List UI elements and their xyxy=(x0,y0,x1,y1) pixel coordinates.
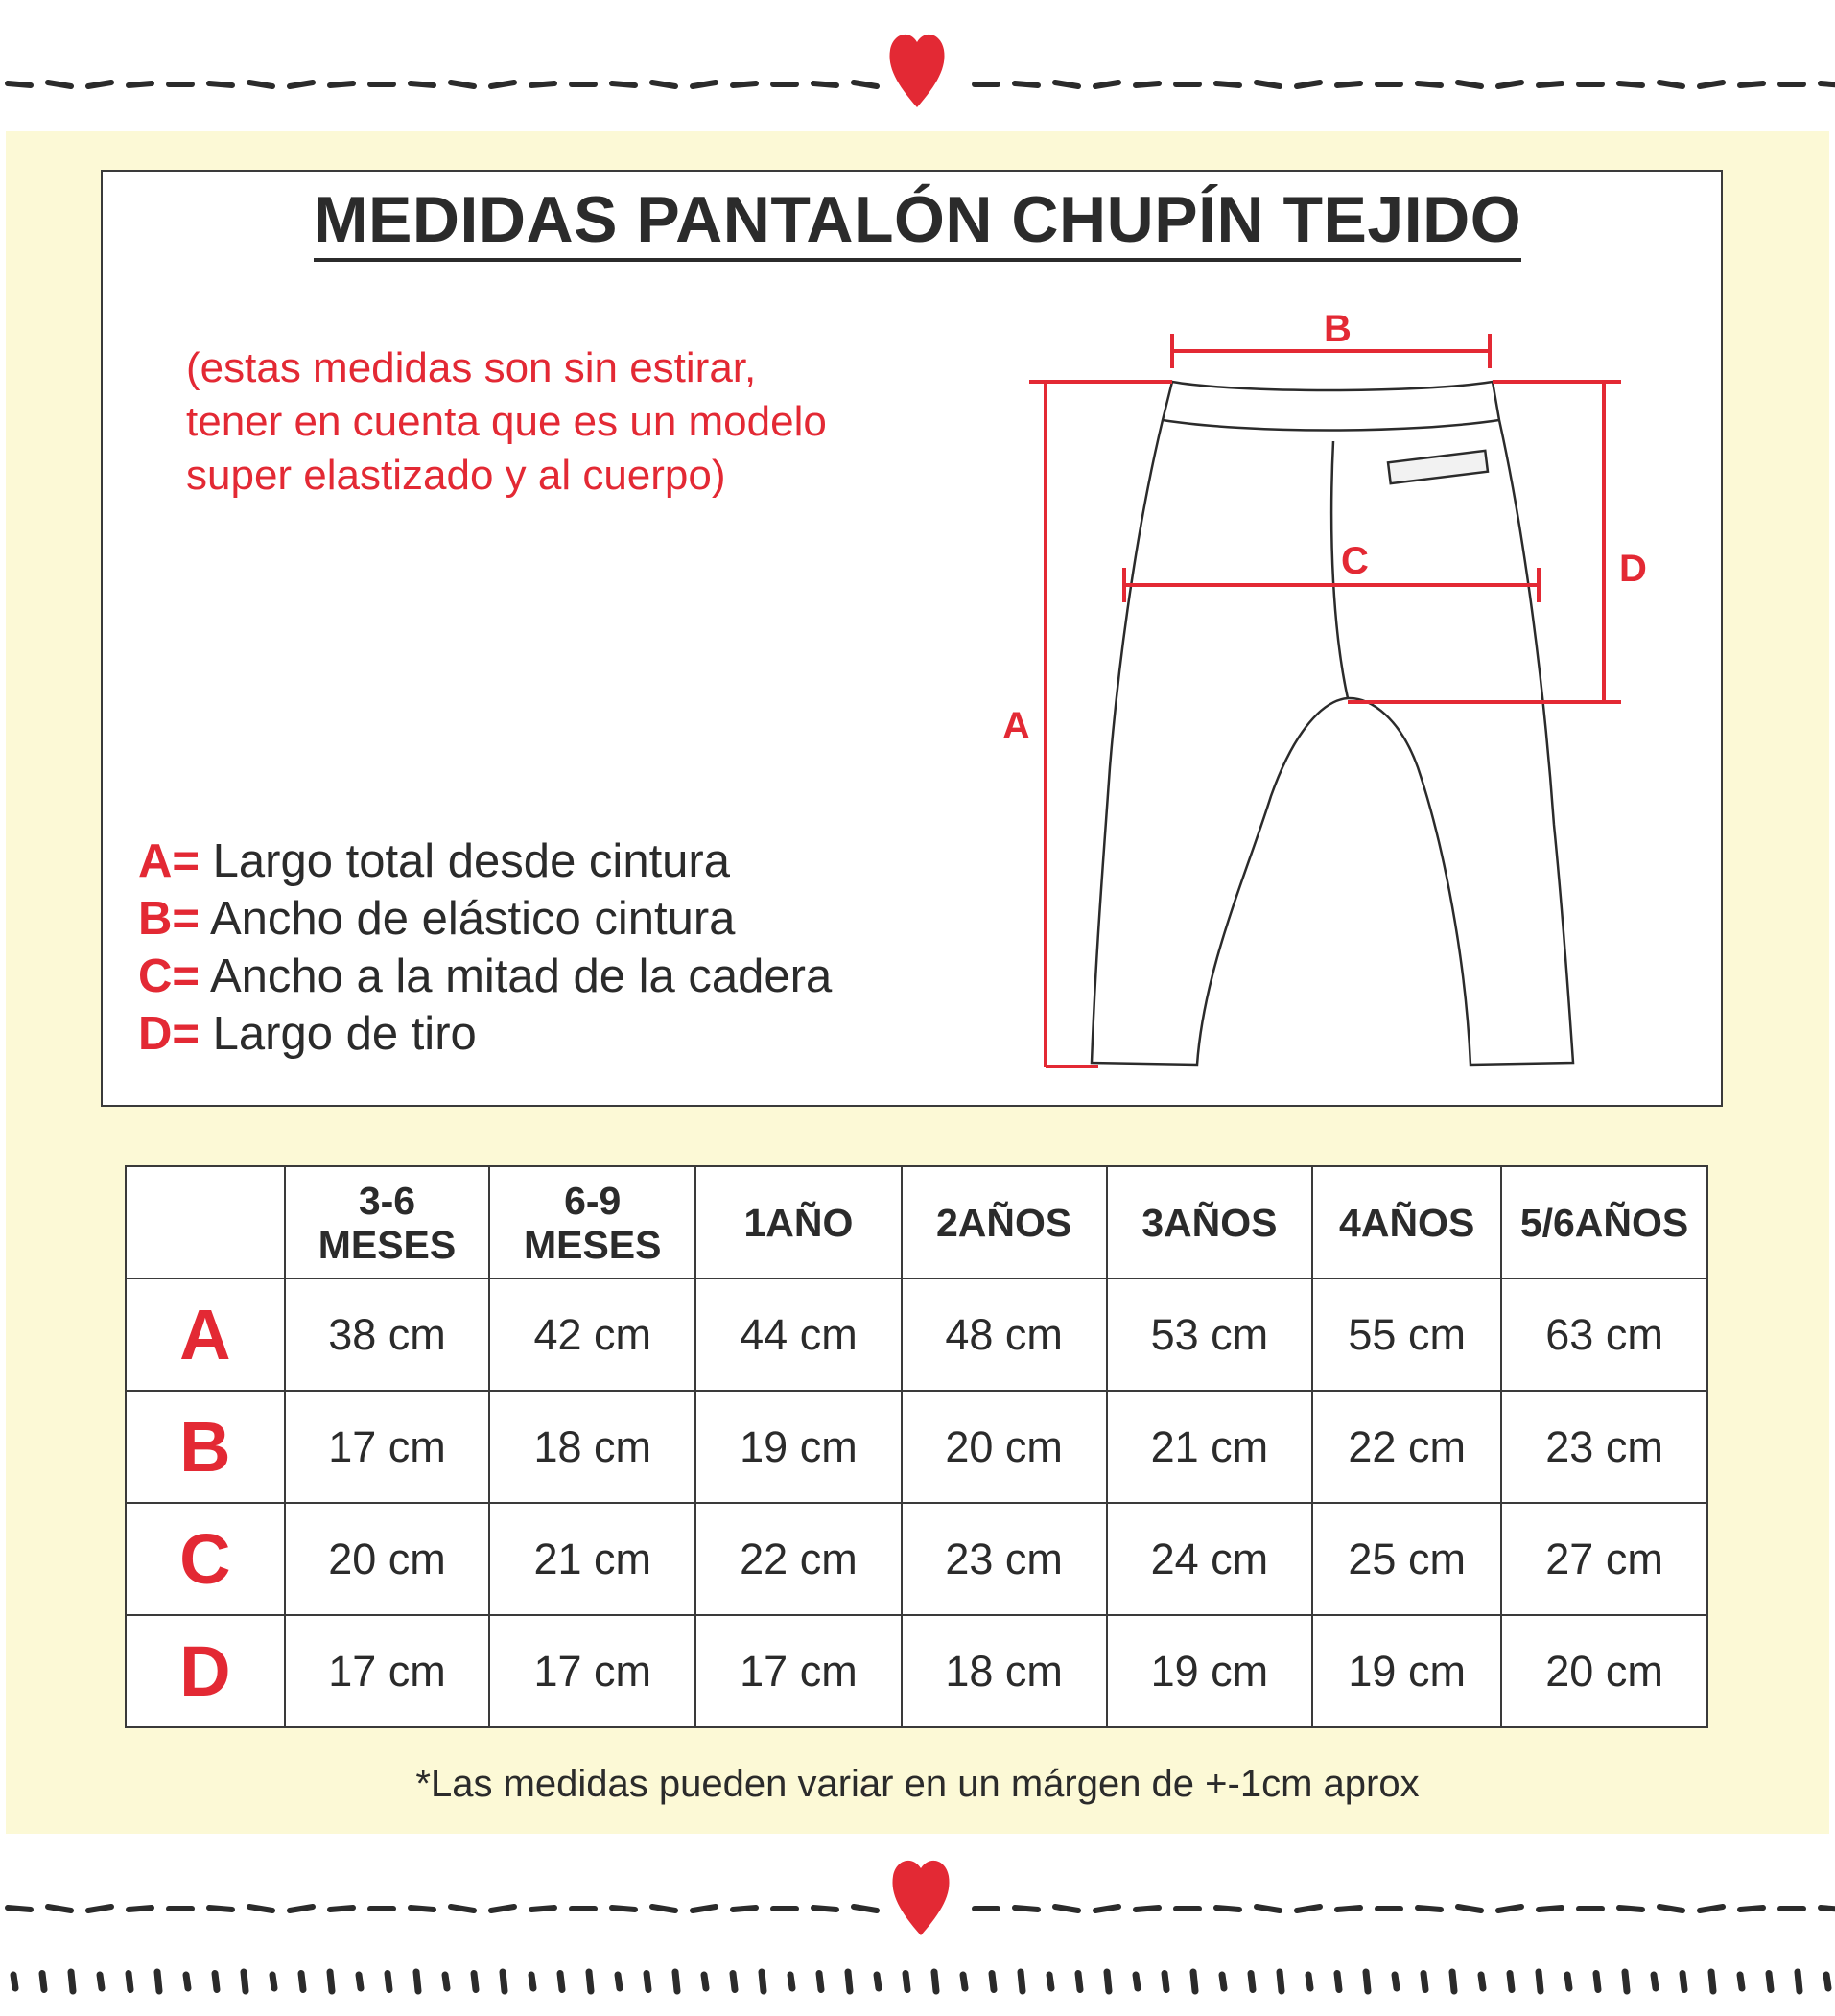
table-cell: 19 cm xyxy=(1312,1615,1501,1727)
dash-mark xyxy=(612,1908,635,1910)
legend-text: Largo total desde cintura xyxy=(212,835,730,887)
measure-legend xyxy=(138,832,1001,1063)
dash-mark xyxy=(209,83,232,85)
table-cell: 38 cm xyxy=(285,1278,490,1391)
table-cell: 17 cm xyxy=(285,1615,490,1727)
tick-mark xyxy=(1107,1972,1109,1991)
dash-mark xyxy=(1337,83,1360,85)
legend-key: C= xyxy=(138,950,200,1002)
tick-mark xyxy=(1395,1975,1397,1988)
dash-mark xyxy=(854,1907,877,1911)
dash-mark xyxy=(249,82,272,86)
tick-mark xyxy=(1826,1975,1828,1988)
pants-label-patch xyxy=(1388,451,1488,483)
dash-mark xyxy=(1095,82,1118,86)
tick-mark xyxy=(129,1974,130,1990)
pants-diagram xyxy=(988,297,1659,1093)
tick-mark xyxy=(1481,1975,1483,1988)
tick-mark xyxy=(963,1975,965,1988)
table-cell: 23 cm xyxy=(1501,1391,1707,1503)
dash-mark xyxy=(1015,83,1038,85)
dash-mark xyxy=(854,82,877,86)
dash-mark xyxy=(48,82,71,86)
tick-mark xyxy=(359,1975,361,1988)
tick-mark xyxy=(215,1974,217,1990)
top-heart-icon xyxy=(889,35,944,107)
tick-mark xyxy=(503,1972,505,1991)
tick-mark xyxy=(71,1972,73,1991)
label-a: A xyxy=(1002,705,1030,747)
table-row xyxy=(126,1391,1707,1503)
header-4-anos: 4AÑOS xyxy=(1312,1166,1501,1278)
bottom-tick-marks xyxy=(13,1972,1828,1991)
dash-mark xyxy=(733,1908,756,1910)
table-cell: 18 cm xyxy=(489,1391,695,1503)
tick-mark xyxy=(992,1974,994,1990)
dash-mark xyxy=(1619,1908,1642,1910)
table-cell: 24 cm xyxy=(1107,1503,1313,1615)
dash-mark xyxy=(249,1907,272,1911)
dash-mark xyxy=(491,82,514,86)
table-cell: 55 cm xyxy=(1312,1278,1501,1391)
dash-mark xyxy=(1539,83,1562,85)
table-cell: 19 cm xyxy=(1107,1615,1313,1727)
header-line: 6-9 xyxy=(564,1178,622,1223)
dash-mark xyxy=(1257,1907,1280,1911)
legend-text: Largo de tiro xyxy=(212,1008,477,1060)
header-6-9-meses xyxy=(489,1166,695,1278)
tick-mark xyxy=(1280,1972,1282,1991)
dash-mark xyxy=(290,1907,313,1911)
dash-mark xyxy=(1619,83,1642,85)
bottom-heart-icon xyxy=(892,1861,949,1935)
tick-mark xyxy=(474,1974,476,1990)
dash-mark xyxy=(531,83,554,85)
dash-mark xyxy=(531,1908,554,1910)
dash-mark xyxy=(1539,1908,1562,1910)
dash-mark xyxy=(1659,82,1682,86)
dash-mark xyxy=(1095,1907,1118,1911)
row-label: C xyxy=(126,1503,285,1615)
dash-mark xyxy=(451,82,474,86)
table-cell: 20 cm xyxy=(285,1503,490,1615)
tick-mark xyxy=(647,1974,648,1990)
note-line: super elastizado y al cuerpo) xyxy=(186,452,726,499)
tick-mark xyxy=(388,1974,389,1990)
row-label: B xyxy=(126,1391,285,1503)
dash-mark xyxy=(290,82,313,86)
table-cell: 22 cm xyxy=(1312,1391,1501,1503)
header-3-6-meses xyxy=(285,1166,490,1278)
tick-mark xyxy=(1049,1975,1051,1988)
tick-mark xyxy=(531,1975,533,1988)
table-row xyxy=(126,1615,1707,1727)
note-line: tener en cuenta que es un modelo xyxy=(186,398,827,445)
table-cell: 48 cm xyxy=(902,1278,1107,1391)
dash-mark xyxy=(733,83,756,85)
tick-mark xyxy=(819,1974,821,1990)
tick-mark xyxy=(675,1972,677,1991)
table-cell: 25 cm xyxy=(1312,1503,1501,1615)
dash-mark xyxy=(1418,1908,1441,1910)
header-empty xyxy=(126,1166,285,1278)
table-cell: 42 cm xyxy=(489,1278,695,1391)
dash-mark xyxy=(1216,1908,1239,1910)
table-cell: 20 cm xyxy=(902,1391,1107,1503)
header-line: 3-6 xyxy=(358,1178,416,1223)
dash-mark xyxy=(813,83,836,85)
dash-mark xyxy=(1136,83,1159,85)
tick-mark xyxy=(416,1972,418,1991)
tick-mark xyxy=(1452,1972,1454,1991)
tick-mark xyxy=(1366,1972,1368,1991)
dash-mark xyxy=(491,1907,514,1911)
legend-item-a xyxy=(138,832,1001,890)
tick-mark xyxy=(589,1972,591,1991)
table-cell: 17 cm xyxy=(285,1391,490,1503)
header-2-anos: 2AÑOS xyxy=(902,1166,1107,1278)
tick-mark xyxy=(13,1975,15,1988)
dash-mark xyxy=(652,1907,675,1911)
tick-mark xyxy=(704,1975,706,1988)
page-title-text: MEDIDAS PANTALÓN CHUPÍN TEJIDO xyxy=(314,183,1521,262)
dash-mark xyxy=(693,82,716,86)
note-line: (estas medidas son sin estirar, xyxy=(186,344,757,391)
tick-mark xyxy=(1222,1975,1224,1988)
dash-mark xyxy=(1055,82,1078,86)
header-1-ano: 1AÑO xyxy=(695,1166,902,1278)
tick-mark xyxy=(42,1974,44,1990)
row-label: A xyxy=(126,1278,285,1391)
tick-mark xyxy=(1021,1972,1023,1991)
tick-mark xyxy=(733,1974,735,1990)
tick-mark xyxy=(244,1972,246,1991)
label-b: B xyxy=(1324,308,1352,350)
dash-mark xyxy=(330,1908,353,1910)
tick-mark xyxy=(877,1975,879,1988)
dash-mark xyxy=(411,83,434,85)
tick-mark xyxy=(1654,1975,1656,1988)
header-line: MESES xyxy=(523,1222,662,1267)
dash-mark xyxy=(1498,1907,1521,1911)
tick-mark xyxy=(186,1975,188,1988)
tick-mark xyxy=(1136,1975,1138,1988)
legend-key: B= xyxy=(138,893,200,945)
dash-mark xyxy=(88,82,111,86)
legend-key: A= xyxy=(138,835,200,887)
header-3-anos: 3AÑOS xyxy=(1107,1166,1313,1278)
tick-mark xyxy=(272,1975,274,1988)
dash-mark xyxy=(1740,1908,1763,1910)
table-cell: 21 cm xyxy=(1107,1391,1313,1503)
dash-mark xyxy=(813,1908,836,1910)
dash-mark xyxy=(693,1907,716,1911)
tick-mark xyxy=(1308,1975,1310,1988)
dash-mark xyxy=(1257,82,1280,86)
tick-mark xyxy=(762,1972,764,1991)
table-cell: 44 cm xyxy=(695,1278,902,1391)
row-label: D xyxy=(126,1615,285,1727)
dash-mark xyxy=(1700,1907,1723,1911)
tick-mark xyxy=(1423,1974,1425,1990)
label-d: D xyxy=(1619,548,1647,590)
dash-mark xyxy=(1337,1908,1360,1910)
dash-mark xyxy=(209,1908,232,1910)
dash-mark xyxy=(129,1908,152,1910)
dash-mark xyxy=(1418,83,1441,85)
dash-mark xyxy=(129,83,152,85)
table-cell: 19 cm xyxy=(695,1391,902,1503)
tick-mark xyxy=(618,1975,620,1988)
dash-mark xyxy=(8,83,31,85)
dash-mark xyxy=(652,82,675,86)
dash-mark xyxy=(48,1907,71,1911)
tick-mark xyxy=(1165,1974,1166,1990)
table-cell: 20 cm xyxy=(1501,1615,1707,1727)
tick-mark xyxy=(157,1972,159,1991)
dash-mark xyxy=(1136,1908,1159,1910)
legend-key: D= xyxy=(138,1008,200,1060)
dash-mark xyxy=(1297,82,1320,86)
dash-mark xyxy=(8,1908,31,1910)
tick-mark xyxy=(330,1972,332,1991)
tick-mark xyxy=(848,1972,850,1991)
legend-text: Ancho a la mitad de la cadera xyxy=(209,950,833,1002)
tick-mark xyxy=(1337,1974,1339,1990)
dash-mark xyxy=(1015,1908,1038,1910)
header-line: MESES xyxy=(318,1222,457,1267)
dash-mark xyxy=(1821,83,1835,85)
dash-mark xyxy=(1216,83,1239,85)
tick-mark xyxy=(906,1974,907,1990)
page-title xyxy=(0,182,1835,257)
tick-mark xyxy=(301,1974,303,1990)
tick-mark xyxy=(1078,1974,1080,1990)
legend-item-b xyxy=(138,890,1001,948)
dash-mark xyxy=(1740,83,1763,85)
table-row xyxy=(126,1503,1707,1615)
tick-mark xyxy=(934,1972,936,1991)
table-header-row xyxy=(126,1166,1707,1278)
dash-mark xyxy=(1821,1908,1835,1910)
dash-mark xyxy=(1700,82,1723,86)
tick-mark xyxy=(1567,1975,1569,1988)
size-table xyxy=(125,1165,1708,1728)
tick-mark xyxy=(1625,1972,1627,1991)
tick-mark xyxy=(1596,1974,1598,1990)
table-cell: 23 cm xyxy=(902,1503,1107,1615)
tick-mark xyxy=(1510,1974,1512,1990)
legend-text: Ancho de elástico cintura xyxy=(209,893,736,945)
tick-mark xyxy=(1682,1974,1684,1990)
tick-mark xyxy=(1740,1975,1742,1988)
table-cell: 21 cm xyxy=(489,1503,695,1615)
dash-mark xyxy=(1297,1907,1320,1911)
tick-mark xyxy=(560,1974,562,1990)
table-cell: 27 cm xyxy=(1501,1503,1707,1615)
dash-mark xyxy=(612,83,635,85)
table-cell: 17 cm xyxy=(489,1615,695,1727)
tick-mark xyxy=(100,1975,102,1988)
table-row xyxy=(126,1278,1707,1391)
dash-mark xyxy=(1458,82,1481,86)
table-cell: 53 cm xyxy=(1107,1278,1313,1391)
tick-mark xyxy=(1798,1972,1800,1991)
tick-mark xyxy=(790,1975,792,1988)
table-cell: 22 cm xyxy=(695,1503,902,1615)
tick-mark xyxy=(1193,1972,1195,1991)
dash-mark xyxy=(88,1907,111,1911)
stretch-note xyxy=(186,341,1049,503)
tick-mark xyxy=(445,1975,447,1988)
tick-mark xyxy=(1251,1974,1253,1990)
tick-mark xyxy=(1711,1972,1713,1991)
legend-item-d xyxy=(138,1005,1001,1063)
footnote: *Las medidas pueden variar en un márgen de +-1cm aprox xyxy=(415,1763,1420,1805)
dash-mark xyxy=(1498,82,1521,86)
label-c: C xyxy=(1341,540,1369,582)
table-cell: 63 cm xyxy=(1501,1278,1707,1391)
dash-mark xyxy=(1055,1907,1078,1911)
dash-mark xyxy=(1659,1907,1682,1911)
table-cell: 17 cm xyxy=(695,1615,902,1727)
dash-mark xyxy=(1458,1907,1481,1911)
tick-mark xyxy=(1539,1972,1541,1991)
dash-mark xyxy=(330,83,353,85)
header-5-6-anos: 5/6AÑOS xyxy=(1501,1166,1707,1278)
waistband-line xyxy=(1163,420,1499,431)
legend-item-c xyxy=(138,948,1001,1005)
dash-mark xyxy=(411,1908,434,1910)
tick-mark xyxy=(1769,1974,1771,1990)
dash-mark xyxy=(451,1907,474,1911)
table-cell: 18 cm xyxy=(902,1615,1107,1727)
